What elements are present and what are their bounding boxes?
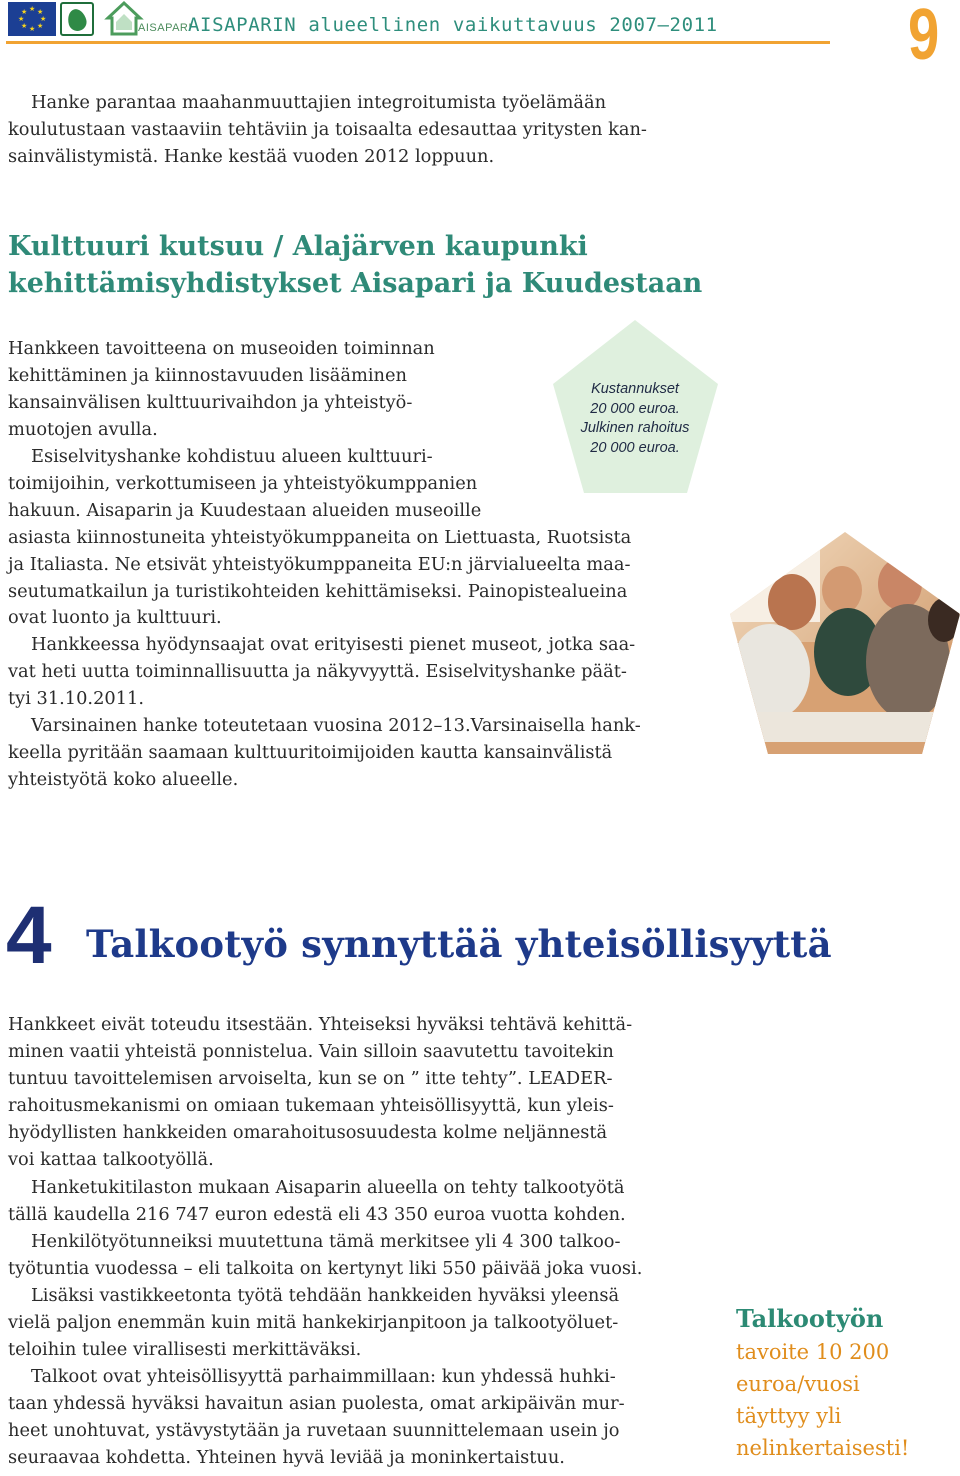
talkoo-callout bbox=[736, 1302, 909, 1464]
text-line: taan yhdessä hyväksi havaitun asian puolesta, omat arkipäivän mur- bbox=[8, 1392, 625, 1414]
heading-line: Kulttuuri kutsuu / Alajärven kaupunki bbox=[8, 231, 588, 262]
text-line: Hankkeessa hyödynsaajat ovat erityisesti pienet museot, jotka saa- bbox=[31, 634, 636, 655]
text-line: ovat luonto ja kulttuuri. bbox=[8, 607, 222, 629]
chapter-paragraph-3 bbox=[8, 1229, 642, 1283]
text-line: muotojen avulla. bbox=[8, 418, 158, 440]
text-line: seutumatkailun ja turistikohteiden kehittämiseksi. Painopistealueina bbox=[8, 580, 628, 602]
chapter-paragraph-4 bbox=[8, 1283, 619, 1364]
text-line: seuraavaa kohdetta. Yhteinen hyvä leviää ja moninkertaistuu. bbox=[8, 1446, 565, 1468]
costs-line: Julkinen rahoitus bbox=[580, 420, 690, 436]
callout-line: tavoite 10 200 bbox=[736, 1340, 890, 1364]
text-line: Henkilötyötunneiksi muutettuna tämä merkitsee yli 4 300 talkoo- bbox=[31, 1231, 621, 1252]
text-line: voi kattaa talkootyöllä. bbox=[8, 1148, 214, 1170]
running-header-title: AISAPARIN alueellinen vaikuttavuus 2007–2011 bbox=[188, 14, 718, 36]
page-number: 9 bbox=[908, 0, 940, 75]
text-line: asiasta kiinnostuneita yhteistyökumppaneita on Liettuasta, Ruotsista bbox=[8, 526, 632, 548]
text-line: Varsinainen hanke toteutetaan vuosina 2012–13.Varsinaisella hank- bbox=[31, 715, 641, 736]
text-line: sainvälistymistä. Hanke kestää vuoden 2012 loppuun. bbox=[8, 145, 495, 167]
brand-name: AISAPARI bbox=[138, 22, 192, 34]
header-rule bbox=[6, 41, 830, 44]
text-line: työtuntia vuodessa – eli talkoita on kertynyt liki 550 päivää joka vuosi. bbox=[8, 1257, 643, 1279]
text-line: rahoitusmekanismi on omiaan tukemaan yhteisöllisyyttä, kun yleis- bbox=[8, 1094, 614, 1116]
leader-logo bbox=[60, 2, 94, 36]
text-line: Talkoot ovat yhteisöllisyyttä parhaimmillaan: kun yhdessä huhki- bbox=[31, 1366, 616, 1387]
text-line: vat heti uutta toiminnallisuutta ja näkyvyyttä. Esiselvityshanke päät- bbox=[8, 660, 627, 682]
chapter-paragraph-2 bbox=[8, 1175, 626, 1229]
text-line: yhteistyötä koko alueelle. bbox=[8, 768, 239, 790]
text-line: toimijoihin, verkottumiseen ja yhteistyökumppanien bbox=[8, 472, 478, 494]
text-line: tyi 31.10.2011. bbox=[8, 687, 144, 709]
text-line: teloihin tulee virallisesti merkittäväksi. bbox=[8, 1338, 362, 1360]
eu-flag-logo: ★ ★ ★ ★ ★ ★ ★ ★ bbox=[8, 2, 56, 36]
text-line: Esiselvityshanke kohdistuu alueen kulttuuri- bbox=[31, 446, 433, 467]
callout-line: täyttyy yli bbox=[736, 1404, 842, 1428]
chapter-paragraph-1 bbox=[8, 1012, 632, 1173]
text-line: Hankkeet eivät toteudu itsestään. Yhteiseksi hyväksi tehtävä kehittä- bbox=[8, 1014, 633, 1035]
text-line: hyödyllisten hankkeiden omarahoitusosuudesta kolme neljännestä bbox=[8, 1121, 608, 1143]
text-line: hakuun. Aisaparin ja Kuudestaan alueiden museoille bbox=[8, 499, 482, 521]
text-line: minen vaatii yhteistä ponnistelua. Vain silloin saavutettu tavoitekin bbox=[8, 1040, 614, 1062]
section-paragraph-4 bbox=[8, 713, 641, 794]
section-paragraph-1 bbox=[8, 336, 435, 444]
costs-box-text bbox=[560, 380, 710, 458]
costs-line: 20 000 euroa. bbox=[590, 439, 680, 456]
text-line: heet unohtuvat, ystävystytään ja ruvetaan suunnittelemaan usein jo bbox=[8, 1419, 620, 1441]
callout-line: nelinkertaisesti! bbox=[736, 1436, 910, 1460]
text-line: koulutustaan vastaaviin tehtäviin ja toisaalta edesauttaa yritysten kan- bbox=[8, 118, 647, 140]
costs-line: 20 000 euroa. bbox=[590, 400, 680, 417]
section-heading bbox=[8, 228, 702, 302]
heading-line: kehittämisyhdistykset Aisapari ja Kuudestaan bbox=[8, 268, 703, 299]
chapter-title: Talkootyö synnyttää yhteisöllisyyttä bbox=[86, 922, 832, 966]
text-line: kehittäminen ja kiinnostavuuden lisääminen bbox=[8, 364, 407, 386]
chapter-number: 4 bbox=[6, 890, 52, 981]
text-line: Hankkeen tavoitteena on museoiden toiminnan bbox=[8, 338, 435, 359]
intro-paragraph bbox=[8, 90, 647, 171]
section-paragraph-3 bbox=[8, 632, 635, 713]
text-line: Lisäksi vastikkeetonta työtä tehdään hankkeiden hyväksi yleensä bbox=[31, 1285, 620, 1306]
text-line: kansainvälisen kulttuurivaihdon ja yhteistyö- bbox=[8, 391, 413, 413]
callout-line: euroa/vuosi bbox=[736, 1372, 860, 1396]
costs-line: Kustannukset bbox=[591, 381, 679, 397]
meeting-photo bbox=[730, 532, 960, 754]
text-line: Hanketukitilaston mukaan Aisaparin alueella on tehty talkootyötä bbox=[31, 1177, 625, 1198]
text-line: tuntuu tavoittelemisen arvoiselta, kun se on ” itte tehty”. LEADER- bbox=[8, 1067, 613, 1089]
text-line: vielä paljon enemmän kuin mitä hankekirjanpitoon ja talkootyöluet- bbox=[8, 1311, 619, 1333]
text-line: keella pyritään saamaan kulttuuritoimijoiden kautta kansainvälistä bbox=[8, 741, 613, 763]
chapter-paragraph-5 bbox=[8, 1364, 625, 1472]
section-paragraph-2 bbox=[8, 444, 631, 632]
callout-title: Talkootyön bbox=[736, 1304, 884, 1333]
text-line: ja Italiasta. Ne etsivät yhteistyökumppaneita EU:n järvialueelta maa- bbox=[8, 553, 631, 575]
text-line: Hanke parantaa maahanmuuttajien integroitumista työelämään bbox=[31, 92, 607, 113]
text-line: tällä kaudella 216 747 euron edestä eli 43 350 euroa vuotta kohden. bbox=[8, 1203, 626, 1225]
